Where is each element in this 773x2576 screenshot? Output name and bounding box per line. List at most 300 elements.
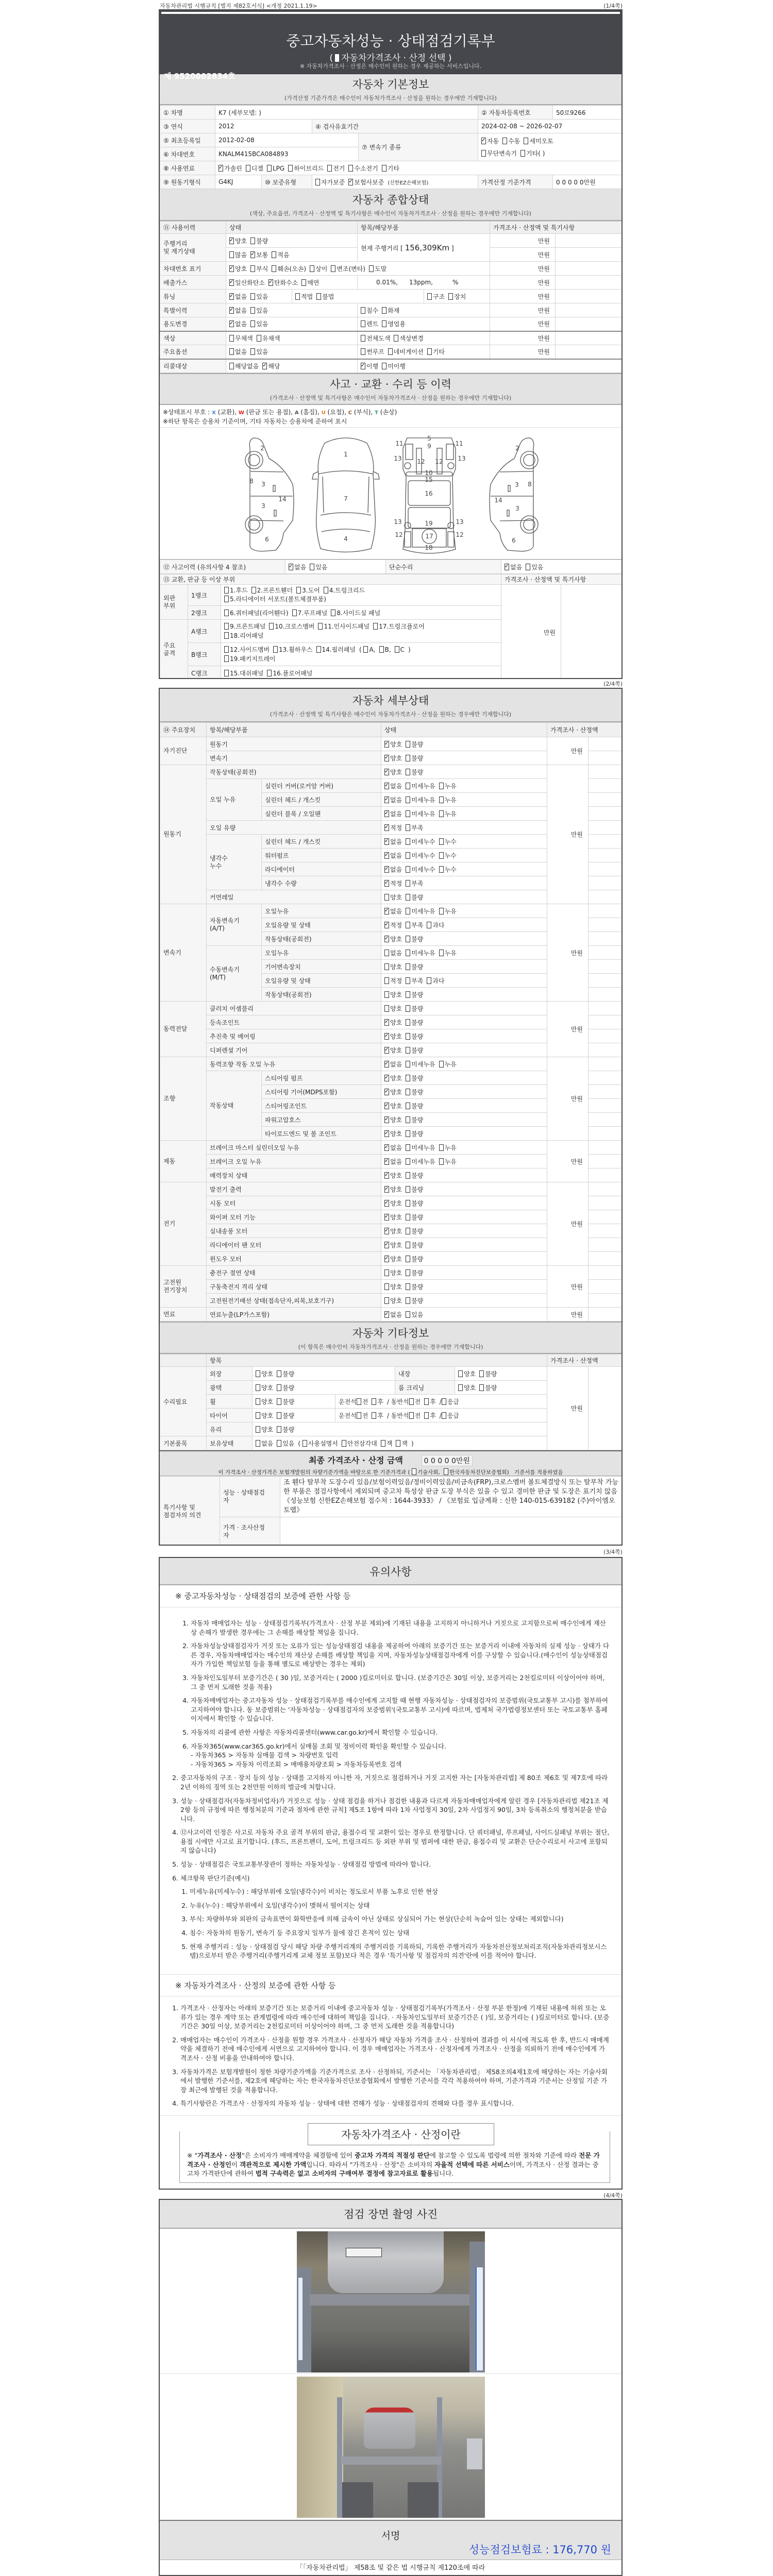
- checkbox-option[interactable]: [372, 1411, 383, 1420]
- checkbox-icon[interactable]: [427, 922, 431, 928]
- checkbox-icon[interactable]: [409, 1412, 414, 1419]
- checkbox-option[interactable]: [384, 1296, 402, 1305]
- checkbox-option[interactable]: [406, 1227, 423, 1235]
- checkbox-icon[interactable]: [458, 1370, 463, 1377]
- checkbox-option[interactable]: [481, 135, 499, 147]
- checkbox-icon[interactable]: [406, 1061, 410, 1067]
- price-cell[interactable]: [589, 1294, 622, 1308]
- checkbox-option[interactable]: [424, 1397, 436, 1406]
- checkbox-icon[interactable]: [406, 922, 410, 928]
- checkbox-icon[interactable]: [458, 1384, 463, 1391]
- checkbox-option[interactable]: [256, 1383, 273, 1392]
- checkbox-option[interactable]: [384, 1060, 402, 1069]
- checkbox-option[interactable]: [439, 865, 457, 874]
- checkbox-option[interactable]: [439, 948, 457, 957]
- price-cell[interactable]: [589, 1266, 622, 1280]
- checkbox-option[interactable]: [406, 837, 435, 846]
- checked-checkbox-icon[interactable]: [384, 880, 389, 887]
- checkbox-option[interactable]: [406, 768, 423, 776]
- checkbox-icon[interactable]: [442, 1412, 446, 1419]
- checkbox-option[interactable]: [409, 1411, 421, 1420]
- checkbox-option[interactable]: [250, 236, 268, 245]
- checkbox-option[interactable]: [406, 1296, 423, 1305]
- price-cell[interactable]: [589, 1043, 622, 1057]
- checkbox-icon[interactable]: [442, 1398, 446, 1405]
- checkbox-icon[interactable]: [524, 138, 528, 144]
- checkbox-icon[interactable]: [439, 852, 444, 859]
- checkbox-option[interactable]: [406, 1018, 423, 1027]
- checkbox-option[interactable]: [409, 1397, 421, 1406]
- checkbox-option[interactable]: [439, 809, 457, 818]
- checkbox-option[interactable]: [348, 178, 384, 187]
- checkbox-icon[interactable]: [439, 1061, 444, 1067]
- checkbox-option[interactable]: [384, 1018, 402, 1027]
- checkbox-option[interactable]: [229, 347, 247, 356]
- checked-checkbox-icon[interactable]: [384, 866, 389, 873]
- checkbox-icon[interactable]: [406, 1089, 410, 1095]
- checkbox-option[interactable]: [406, 1268, 423, 1277]
- checkbox-option[interactable]: [361, 362, 378, 370]
- price-cell[interactable]: [589, 1071, 622, 1085]
- checkbox-option[interactable]: [384, 1115, 402, 1124]
- checkbox-option[interactable]: [256, 1439, 273, 1448]
- checkbox-option[interactable]: [406, 1282, 423, 1291]
- checkbox-icon[interactable]: [310, 265, 314, 272]
- checkbox-option[interactable]: [273, 645, 312, 654]
- checked-checkbox-icon[interactable]: [384, 810, 389, 817]
- price-cell[interactable]: [589, 946, 622, 960]
- checkbox-option[interactable]: [269, 622, 314, 631]
- checkbox-icon[interactable]: [272, 265, 276, 272]
- checkbox-icon[interactable]: [406, 977, 410, 984]
- checkbox-option[interactable]: [277, 1425, 294, 1434]
- checkbox-option[interactable]: [502, 135, 520, 147]
- checkbox-option[interactable]: [384, 1046, 402, 1055]
- checked-checkbox-icon[interactable]: [250, 251, 255, 258]
- checkbox-option[interactable]: [342, 1439, 377, 1448]
- checked-checkbox-icon[interactable]: [384, 796, 389, 803]
- price-cell[interactable]: [589, 821, 622, 835]
- checkbox-icon[interactable]: [277, 1412, 281, 1419]
- checkbox-option[interactable]: [250, 306, 268, 315]
- checkbox-icon[interactable]: [394, 335, 398, 342]
- checkbox-option[interactable]: [427, 347, 445, 356]
- checkbox-icon[interactable]: [318, 623, 323, 630]
- checked-checkbox-icon[interactable]: [229, 279, 234, 286]
- checkbox-icon[interactable]: [384, 1005, 389, 1012]
- price-cell[interactable]: [589, 835, 622, 849]
- checkbox-option[interactable]: [406, 1241, 423, 1249]
- checkbox-icon[interactable]: [439, 783, 444, 789]
- checkbox-icon[interactable]: [406, 810, 410, 817]
- checkbox-option[interactable]: [439, 1143, 457, 1152]
- checkbox-option[interactable]: [303, 1439, 338, 1448]
- checkbox-option[interactable]: [250, 264, 268, 273]
- checkbox-option[interactable]: [406, 1171, 423, 1180]
- checkbox-option[interactable]: [406, 907, 435, 916]
- checkbox-option[interactable]: [296, 586, 320, 595]
- checkbox-option[interactable]: [384, 782, 402, 790]
- checkbox-option[interactable]: [384, 976, 402, 985]
- checkbox-icon[interactable]: [361, 307, 365, 314]
- checkbox-icon[interactable]: [406, 991, 410, 998]
- price-cell[interactable]: [589, 1057, 622, 1071]
- checked-checkbox-icon[interactable]: [229, 320, 234, 327]
- checkbox-icon[interactable]: [520, 150, 525, 157]
- checkbox-option[interactable]: [361, 319, 378, 328]
- checked-checkbox-icon[interactable]: [384, 1311, 389, 1318]
- price-cell[interactable]: [589, 1085, 622, 1099]
- checkbox-option[interactable]: [520, 147, 545, 160]
- checkbox-option[interactable]: [246, 164, 263, 173]
- checkbox-option[interactable]: [229, 306, 247, 315]
- checkbox-icon[interactable]: [406, 1200, 410, 1207]
- checkbox-option[interactable]: [361, 306, 378, 315]
- checkbox-option[interactable]: [379, 645, 391, 654]
- checkbox-icon[interactable]: [331, 609, 335, 616]
- checkbox-option[interactable]: [384, 1227, 402, 1235]
- checkbox-icon[interactable]: [324, 587, 328, 594]
- checkbox-icon[interactable]: [406, 1269, 410, 1276]
- checkbox-icon[interactable]: [384, 991, 389, 998]
- checked-checkbox-icon[interactable]: [384, 1061, 389, 1067]
- checked-checkbox-icon[interactable]: [289, 564, 293, 570]
- checkbox-option[interactable]: [384, 907, 402, 916]
- checkbox-option[interactable]: [224, 669, 263, 677]
- checkbox-icon[interactable]: [357, 1398, 361, 1405]
- price-cell[interactable]: [589, 904, 622, 918]
- checkbox-option[interactable]: [427, 976, 444, 985]
- checkbox-icon[interactable]: [316, 293, 321, 300]
- checkbox-icon[interactable]: [384, 1283, 389, 1290]
- checkbox-option[interactable]: [361, 347, 384, 356]
- checkbox-option[interactable]: [324, 586, 365, 595]
- price-cell[interactable]: [589, 1015, 622, 1029]
- checkbox-option[interactable]: [384, 990, 402, 999]
- checkbox-option[interactable]: [384, 1101, 402, 1110]
- checkbox-option[interactable]: [316, 645, 356, 654]
- checkbox-option[interactable]: [384, 1255, 402, 1263]
- price-cell[interactable]: [589, 932, 622, 946]
- checkbox-option[interactable]: [384, 1004, 402, 1013]
- checkbox-icon[interactable]: [384, 1297, 389, 1304]
- checkbox-option[interactable]: [406, 1032, 423, 1041]
- price-cell[interactable]: [589, 1168, 622, 1182]
- checkbox-option[interactable]: [318, 622, 369, 631]
- checkbox-option[interactable]: [373, 622, 425, 631]
- price-cell[interactable]: [589, 737, 622, 751]
- checkbox-icon[interactable]: [256, 1398, 260, 1405]
- checkbox-option[interactable]: [256, 1411, 273, 1420]
- checkbox-option[interactable]: [229, 236, 247, 245]
- checkbox-option[interactable]: [384, 1282, 402, 1291]
- checkbox-option[interactable]: [357, 1411, 368, 1420]
- price-cell[interactable]: [589, 862, 622, 876]
- checkbox-option[interactable]: [224, 586, 248, 595]
- checkbox-option[interactable]: [250, 319, 268, 328]
- checked-checkbox-icon[interactable]: [268, 279, 273, 286]
- checkbox-option[interactable]: [384, 962, 402, 971]
- checkbox-option[interactable]: [384, 1213, 402, 1222]
- checkbox-option[interactable]: [382, 306, 399, 315]
- checkbox-icon[interactable]: [316, 646, 321, 653]
- checkbox-icon[interactable]: [224, 587, 229, 594]
- checkbox-icon[interactable]: [348, 165, 353, 172]
- checkbox-option[interactable]: [384, 1241, 402, 1249]
- checkbox-option[interactable]: [384, 948, 402, 957]
- checkbox-option[interactable]: [406, 823, 423, 832]
- checkbox-icon[interactable]: [406, 1256, 410, 1262]
- checkbox-option[interactable]: [442, 1411, 459, 1420]
- checked-checkbox-icon[interactable]: [384, 824, 389, 831]
- checkbox-option[interactable]: [268, 278, 298, 287]
- price-cell[interactable]: [589, 765, 622, 779]
- checkbox-option[interactable]: [406, 1088, 423, 1096]
- checkbox-option[interactable]: [381, 1439, 393, 1448]
- checkbox-icon[interactable]: [406, 936, 410, 942]
- checkbox-option[interactable]: [331, 608, 380, 617]
- checkbox-icon[interactable]: [357, 1412, 361, 1419]
- price-cell[interactable]: [589, 807, 622, 821]
- checkbox-icon[interactable]: [427, 977, 431, 984]
- checkbox-option[interactable]: [301, 278, 319, 287]
- checkbox-icon[interactable]: [479, 1384, 484, 1391]
- checkbox-option[interactable]: [250, 347, 268, 356]
- checkbox-option[interactable]: [439, 837, 457, 846]
- checkbox-icon[interactable]: [229, 348, 234, 355]
- checkbox-icon[interactable]: [363, 646, 368, 653]
- checked-checkbox-icon[interactable]: [384, 1256, 389, 1262]
- checkbox-icon[interactable]: [481, 150, 486, 157]
- checkbox-option[interactable]: [406, 921, 423, 929]
- checkbox-icon[interactable]: [277, 1370, 281, 1377]
- checkbox-icon[interactable]: [406, 755, 410, 761]
- checkbox-icon[interactable]: [406, 769, 410, 775]
- checkbox-icon[interactable]: [250, 293, 255, 300]
- checkbox-icon[interactable]: [406, 908, 410, 914]
- checkbox-option[interactable]: [288, 164, 324, 173]
- checked-checkbox-icon[interactable]: [384, 1144, 389, 1151]
- checked-checkbox-icon[interactable]: [384, 741, 389, 748]
- checkbox-option[interactable]: [396, 1439, 408, 1448]
- checkbox-option[interactable]: [439, 795, 457, 804]
- checkbox-icon[interactable]: [406, 963, 410, 970]
- checkbox-option[interactable]: [406, 1199, 423, 1208]
- price-cell[interactable]: [589, 1210, 622, 1224]
- checkbox-option[interactable]: [384, 837, 402, 846]
- price-cell[interactable]: [589, 1127, 622, 1141]
- checkbox-option[interactable]: [479, 1383, 497, 1392]
- checkbox-icon[interactable]: [406, 783, 410, 789]
- checkbox-icon[interactable]: [479, 1370, 484, 1377]
- checkbox-option[interactable]: [382, 362, 406, 370]
- checkbox-icon[interactable]: [250, 348, 255, 355]
- checkbox-icon[interactable]: [406, 1005, 410, 1012]
- checkbox-icon[interactable]: [288, 165, 293, 172]
- checkbox-option[interactable]: [406, 1143, 435, 1152]
- checkbox-icon[interactable]: [277, 1398, 281, 1405]
- checkbox-option[interactable]: [406, 1101, 423, 1110]
- checkbox-option[interactable]: [363, 645, 375, 654]
- checked-checkbox-icon[interactable]: [384, 1089, 389, 1095]
- checkbox-icon[interactable]: [224, 596, 229, 602]
- checkbox-icon[interactable]: [406, 1186, 410, 1193]
- checked-checkbox-icon[interactable]: [384, 936, 389, 942]
- checkbox-icon[interactable]: [406, 950, 410, 956]
- checkbox-option[interactable]: [224, 595, 326, 604]
- checkbox-icon[interactable]: [439, 1158, 444, 1165]
- checkbox-icon[interactable]: [229, 251, 234, 258]
- checked-checkbox-icon[interactable]: [229, 307, 234, 314]
- checked-checkbox-icon[interactable]: [262, 363, 267, 369]
- checkbox-icon[interactable]: [379, 646, 384, 653]
- checkbox-icon[interactable]: [273, 646, 278, 653]
- checkbox-option[interactable]: [406, 1074, 423, 1082]
- price-cell[interactable]: [589, 988, 622, 1002]
- checkbox-icon[interactable]: [526, 564, 530, 570]
- checkbox-option[interactable]: [289, 563, 306, 571]
- checkbox-icon[interactable]: [439, 838, 444, 845]
- checkbox-icon[interactable]: [250, 307, 255, 314]
- checkbox-icon[interactable]: [406, 880, 410, 887]
- checkbox-icon[interactable]: [406, 1075, 410, 1081]
- checkbox-option[interactable]: [250, 292, 268, 301]
- checkbox-icon[interactable]: [406, 1103, 410, 1109]
- checkbox-option[interactable]: [384, 754, 402, 762]
- checkbox-option[interactable]: [439, 907, 457, 916]
- checkbox-option[interactable]: [251, 586, 293, 595]
- checkbox-icon[interactable]: [382, 363, 386, 369]
- checkbox-option[interactable]: [526, 563, 543, 571]
- checkbox-option[interactable]: [439, 1157, 457, 1166]
- checkbox-option[interactable]: [361, 334, 390, 343]
- checkbox-option[interactable]: [384, 1199, 402, 1208]
- checkbox-icon[interactable]: [427, 348, 432, 355]
- checkbox-option[interactable]: [406, 976, 423, 985]
- checkbox-icon[interactable]: [372, 1398, 376, 1405]
- price-cell[interactable]: [589, 1238, 622, 1252]
- checkbox-option[interactable]: [229, 264, 247, 273]
- checked-checkbox-icon[interactable]: [348, 179, 353, 185]
- checkbox-icon[interactable]: [229, 363, 234, 369]
- checkbox-icon[interactable]: [406, 1116, 410, 1123]
- checked-checkbox-icon[interactable]: [229, 265, 234, 272]
- checkbox-icon[interactable]: [257, 335, 261, 342]
- checkbox-option[interactable]: [481, 147, 517, 160]
- checkbox-option[interactable]: [384, 851, 402, 860]
- checkbox-option[interactable]: [406, 754, 423, 762]
- checkbox-option[interactable]: [406, 740, 423, 749]
- price-cell[interactable]: [589, 1029, 622, 1043]
- checkbox-option[interactable]: [382, 319, 406, 328]
- checkbox-option[interactable]: [348, 164, 378, 173]
- checkbox-icon[interactable]: [406, 1228, 410, 1234]
- checkbox-option[interactable]: [384, 893, 402, 902]
- checkbox-option[interactable]: [406, 1060, 435, 1069]
- checkbox-icon[interactable]: [406, 894, 410, 901]
- checkbox-option[interactable]: [406, 851, 435, 860]
- checked-checkbox-icon[interactable]: [384, 1019, 389, 1026]
- checkbox-option[interactable]: [406, 1004, 423, 1013]
- checkbox-option[interactable]: [406, 795, 435, 804]
- checkbox-option[interactable]: [256, 1425, 273, 1434]
- checkbox-icon[interactable]: [409, 1398, 414, 1405]
- checked-checkbox-icon[interactable]: [384, 1047, 389, 1054]
- checked-checkbox-icon[interactable]: [384, 838, 389, 845]
- checkbox-icon[interactable]: [267, 165, 272, 172]
- checkbox-icon[interactable]: [412, 1468, 416, 1475]
- checkbox-option[interactable]: [406, 1129, 423, 1138]
- checkbox-option[interactable]: [277, 1411, 294, 1420]
- checkbox-icon[interactable]: [224, 646, 229, 653]
- checkbox-option[interactable]: [224, 608, 289, 617]
- checkbox-option[interactable]: [262, 362, 280, 370]
- checkbox-option[interactable]: [310, 264, 327, 273]
- price-cell[interactable]: [589, 876, 622, 890]
- checked-checkbox-icon[interactable]: [384, 922, 389, 928]
- checked-checkbox-icon[interactable]: [384, 908, 389, 914]
- checkbox-icon[interactable]: [277, 1384, 281, 1391]
- checkbox-option[interactable]: [384, 1185, 402, 1194]
- checkbox-icon[interactable]: [406, 1033, 410, 1040]
- checkbox-option[interactable]: [219, 164, 242, 173]
- checkbox-option[interactable]: [229, 292, 247, 301]
- checkbox-icon[interactable]: [406, 1047, 410, 1054]
- price-cell[interactable]: [589, 1252, 622, 1266]
- price-cell[interactable]: [589, 1224, 622, 1238]
- checked-checkbox-icon[interactable]: [384, 1033, 389, 1040]
- checked-checkbox-icon[interactable]: [505, 564, 509, 570]
- checkbox-option[interactable]: [256, 1369, 273, 1378]
- checkbox-option[interactable]: [256, 1397, 273, 1406]
- checked-checkbox-icon[interactable]: [384, 852, 389, 859]
- checkbox-option[interactable]: [444, 1468, 509, 1476]
- price-cell[interactable]: [589, 1182, 622, 1196]
- checkbox-option[interactable]: [384, 921, 402, 929]
- checked-checkbox-icon[interactable]: [384, 755, 389, 761]
- checkbox-option[interactable]: [439, 782, 457, 790]
- checkbox-option[interactable]: [524, 135, 553, 147]
- checked-checkbox-icon[interactable]: [384, 1116, 389, 1123]
- checkbox-icon[interactable]: [406, 1242, 410, 1248]
- checkbox-option[interactable]: [406, 1185, 423, 1194]
- checkbox-option[interactable]: [224, 654, 276, 664]
- checked-checkbox-icon[interactable]: [384, 769, 389, 775]
- checkbox-option[interactable]: [427, 921, 444, 929]
- checked-checkbox-icon[interactable]: [384, 1075, 389, 1081]
- checkbox-icon[interactable]: [250, 320, 255, 327]
- checkbox-option[interactable]: [406, 1255, 423, 1263]
- checkbox-icon[interactable]: [256, 1412, 260, 1419]
- checkbox-icon[interactable]: [250, 265, 255, 272]
- checkbox-icon[interactable]: [406, 1130, 410, 1137]
- checkbox-option[interactable]: [384, 1032, 402, 1041]
- checkbox-option[interactable]: [277, 1369, 294, 1378]
- price-cell[interactable]: [589, 793, 622, 807]
- checkbox-option[interactable]: [406, 1046, 423, 1055]
- checkbox-icon[interactable]: [303, 1440, 307, 1447]
- checkbox-option[interactable]: [224, 645, 270, 654]
- checkbox-option[interactable]: [388, 347, 424, 356]
- checked-checkbox-icon[interactable]: [384, 1186, 389, 1193]
- checked-checkbox-icon[interactable]: [384, 1214, 389, 1221]
- price-cell[interactable]: [589, 1280, 622, 1294]
- checkbox-icon[interactable]: [406, 1297, 410, 1304]
- checkbox-option[interactable]: [406, 1213, 423, 1222]
- checkbox-icon[interactable]: [384, 894, 389, 901]
- checkbox-icon[interactable]: [406, 1019, 410, 1026]
- price-cell[interactable]: [589, 1099, 622, 1113]
